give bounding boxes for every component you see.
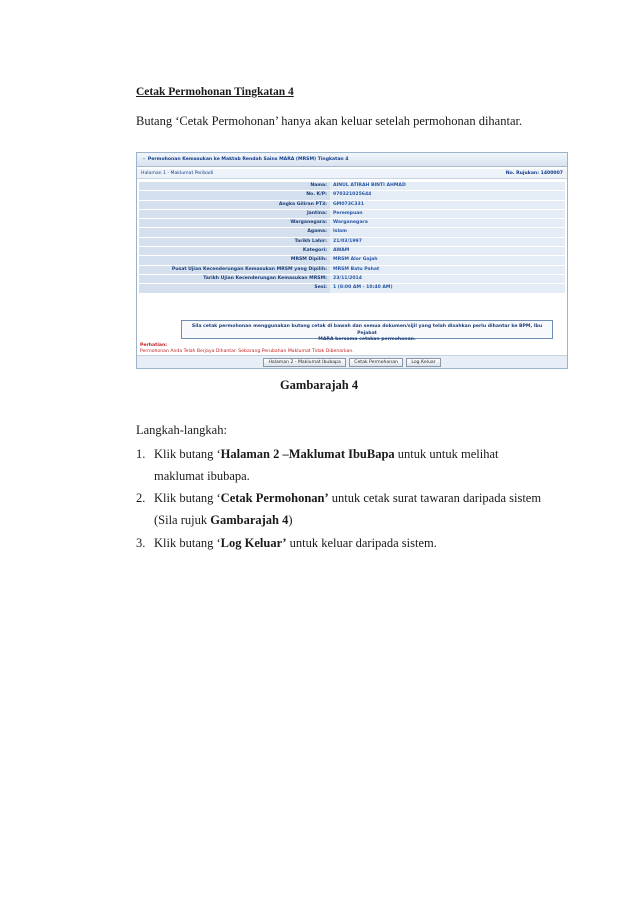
figure-caption: Gambarajah 4 xyxy=(279,378,359,392)
reference-number: No. Rujukan: 1400007 xyxy=(505,171,563,176)
button-bar xyxy=(137,355,567,368)
attention-message xyxy=(140,343,354,355)
page-label: Halaman 1 - Maklumat Peribadi xyxy=(141,171,214,176)
table-row xyxy=(139,275,565,284)
table-row xyxy=(139,284,565,293)
step-number: 2. xyxy=(136,491,146,505)
row-label: MRSM Dipilih: xyxy=(139,256,330,264)
steps-title: Langkah-langkah: xyxy=(136,423,227,437)
row-value: Perempuan xyxy=(330,210,565,218)
embedded-screenshot xyxy=(136,152,568,369)
row-value: AINUL ATIRAH BINTI AHMAD xyxy=(330,182,565,190)
table-row xyxy=(139,191,565,200)
row-value: 23/11/2014 xyxy=(330,275,565,283)
print-notice xyxy=(181,320,553,342)
screenshot-subbar xyxy=(137,169,567,179)
row-value: MRSM Batu Pahat xyxy=(330,266,565,274)
table-row xyxy=(139,201,565,210)
table-row xyxy=(139,182,565,191)
table-row xyxy=(139,219,565,228)
table-row xyxy=(139,247,565,256)
log-keluar-button[interactable]: Log Keluar xyxy=(406,358,440,367)
step-number: 1. xyxy=(136,447,146,461)
step-text-continued: (Sila rujuk Gambarajah 4) xyxy=(154,513,293,527)
row-label: Sesi: xyxy=(139,284,330,292)
row-value: AWAM xyxy=(330,247,565,255)
table-row xyxy=(139,256,565,265)
row-label: Tarikh Lahir: xyxy=(139,238,330,246)
row-label: Tarikh Ujian Kecenderungan Kemasukan MRSM: xyxy=(139,275,330,283)
cetak-permohonan-button[interactable]: Cetak Permohonan xyxy=(349,358,403,367)
row-value: 21/03/1997 xyxy=(330,238,565,246)
row-label: Warganegara: xyxy=(139,219,330,227)
section-heading: Cetak Permohonan Tingkatan 4 xyxy=(136,86,294,98)
row-label: Nama: xyxy=(139,182,330,190)
row-label: No. K/P: xyxy=(139,191,330,199)
dash-icon: - xyxy=(143,157,145,162)
row-value: 1 (8:00 AM - 10:40 AM) xyxy=(330,284,565,292)
table-row xyxy=(139,228,565,237)
row-label: Agama: xyxy=(139,228,330,236)
halaman-2-button[interactable]: Halaman 2 - Maklumat Ibubapa xyxy=(263,358,345,367)
step-text: Klik butang ‘Cetak Permohonan’ untuk cetak surat tawaran daripada sistem xyxy=(154,491,542,505)
row-value: Islam xyxy=(330,228,565,236)
attention-text: Permohonan Anda Telah Berjaya Dihantar. Sebarang Perubahan Maklumat Tidak Dibenarkan. xyxy=(140,349,354,354)
row-value: Warganegara xyxy=(330,219,565,227)
row-label: Jantina: xyxy=(139,210,330,218)
row-value: 970321025644 xyxy=(330,191,565,199)
row-value: GM073C331 xyxy=(330,201,565,209)
table-row xyxy=(139,238,565,247)
screenshot-title-bar xyxy=(137,153,567,167)
row-label: Angka Giliran PT3: xyxy=(139,201,330,209)
step-text: Klik butang ‘Halaman 2 –Maklumat IbuBapa untuk untuk melihat xyxy=(154,447,499,461)
table-row xyxy=(139,210,565,219)
intro-text: Butang ‘Cetak Permohonan’ hanya akan keluar setelah permohonan dihantar. xyxy=(136,114,523,128)
row-label: Pusat Ujian Kecenderungan Kemasukan MRSM yang Dipilih: xyxy=(139,266,330,274)
row-label: Kategori: xyxy=(139,247,330,255)
step-text: Klik butang ‘Log Keluar’ untuk keluar daripada sistem. xyxy=(154,536,437,550)
notice-line-1: Sila cetak permohonan menggunakan butang cetak di bawah dan semua dokumen/sijil yang telah disahkan perlu dihantar ke BPM, Ibu Pejabat xyxy=(191,324,543,336)
table-row xyxy=(139,266,565,275)
step-text-continued: maklumat ibubapa. xyxy=(154,469,250,483)
info-table xyxy=(139,182,565,294)
screenshot-title: Permohonan Kemasukan ke Maktab Rendah Sains MARA (MRSM) Tingkatan 4 xyxy=(147,157,349,162)
step-number: 3. xyxy=(136,536,146,550)
notice-line-2: MARA bersama cetakan permohonan. xyxy=(318,337,416,342)
attention-title: Perhatian: xyxy=(140,343,168,348)
row-value: MRSM Alor Gajah xyxy=(330,256,565,264)
